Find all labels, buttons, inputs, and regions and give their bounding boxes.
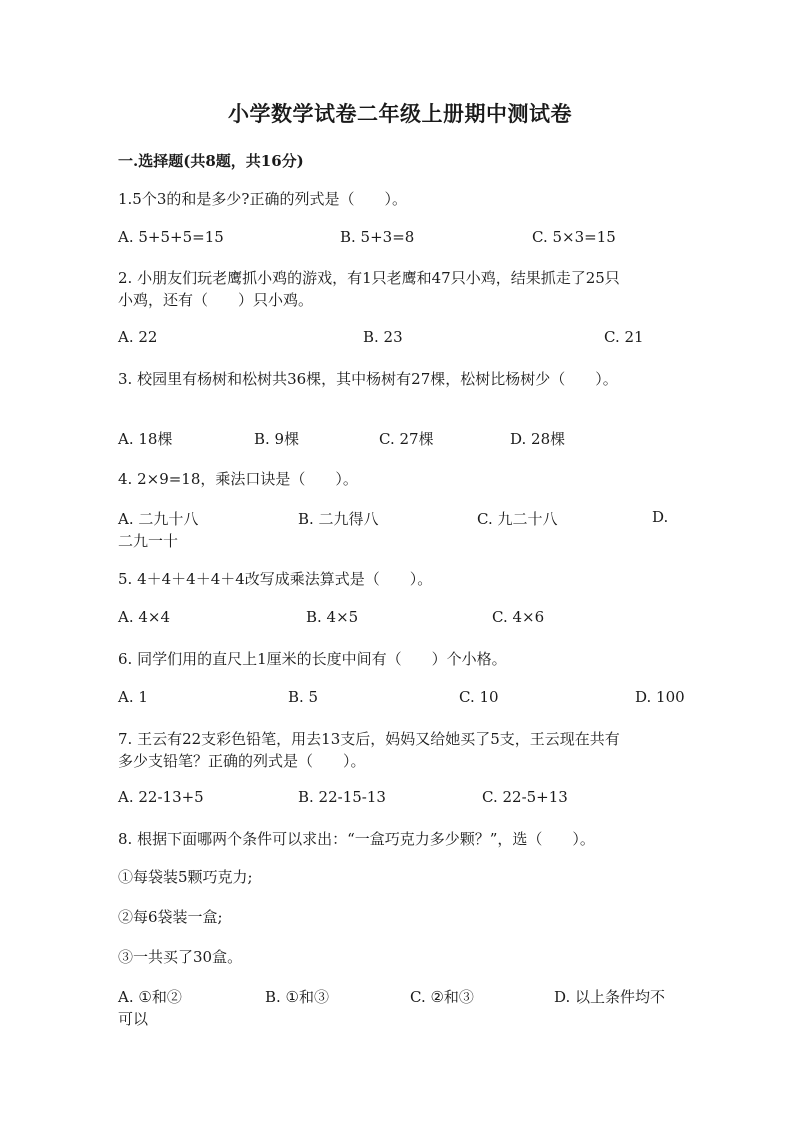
- question-8-condition-3: ③一共买了30盒。: [118, 948, 243, 966]
- question-3-stem: 3. 校园里有杨树和松树共36棵，其中杨树有27棵，松树比杨树少（ ）。: [118, 370, 618, 388]
- question-5-option-a[interactable]: A. 4×4: [118, 608, 171, 626]
- question-6-option-b[interactable]: B. 5: [288, 688, 319, 706]
- question-1-option-c[interactable]: C. 5×3=15: [532, 228, 616, 246]
- question-3-option-a[interactable]: A. 18棵: [118, 430, 173, 448]
- question-3-option-c[interactable]: C. 27棵: [379, 430, 434, 448]
- question-1-stem: 1.5个3的和是多少?正确的列式是（ ）。: [118, 190, 407, 208]
- question-8-option-d[interactable]: D. 以上条件均不: [554, 988, 666, 1006]
- page-title: 小学数学试卷二年级上册期中测试卷: [228, 101, 572, 126]
- question-2-option-b[interactable]: B. 23: [363, 328, 403, 346]
- question-4-option-a[interactable]: A. 二九十八: [118, 510, 199, 528]
- question-4-option-c[interactable]: C. 九二十八: [477, 510, 558, 528]
- question-1-option-b[interactable]: B. 5+3=8: [340, 228, 415, 246]
- question-8-option-a[interactable]: A. ①和②: [118, 988, 182, 1006]
- question-6-stem: 6. 同学们用的直尺上1厘米的长度中间有（ ）个小格。: [118, 650, 507, 668]
- section-heading: 一.选择题(共8题，共16分): [118, 152, 304, 170]
- question-8-stem: 8. 根据下面哪两个条件可以求出：“一盒巧克力多少颗？”，选（ ）。: [118, 830, 595, 848]
- question-5-stem: 5. 4＋4＋4＋4＋4改写成乘法算式是（ ）。: [118, 570, 433, 588]
- question-2-option-c[interactable]: C. 21: [604, 328, 644, 346]
- question-2-option-a[interactable]: A. 22: [118, 328, 158, 346]
- question-5-option-b[interactable]: B. 4×5: [306, 608, 359, 626]
- question-7-option-c[interactable]: C. 22-5+13: [482, 788, 568, 806]
- question-6-option-a[interactable]: A. 1: [118, 688, 148, 706]
- question-2-stem-line-1: 2. 小朋友们玩老鹰抓小鸡的游戏，有1只老鹰和47只小鸡，结果抓走了25只: [118, 269, 620, 287]
- question-4-option-d-text: 二九一十: [118, 532, 179, 550]
- question-8-condition-1: ①每袋装5颗巧克力;: [118, 868, 253, 886]
- question-8-condition-2: ②每6袋装一盒;: [118, 908, 223, 926]
- question-3-option-b[interactable]: B. 9棵: [254, 430, 300, 448]
- question-4-option-d[interactable]: D.: [652, 508, 669, 526]
- question-4-stem: 4. 2×9=18，乘法口诀是（ ）。: [118, 470, 358, 488]
- question-1-option-a[interactable]: A. 5+5+5=15: [118, 228, 224, 246]
- question-7-stem-line-1: 7. 王云有22支彩色铅笔，用去13支后，妈妈又给她买了5支，王云现在共有: [118, 730, 620, 748]
- question-3-option-d[interactable]: D. 28棵: [510, 430, 566, 448]
- question-7-stem-line-2: 多少支铅笔？正确的列式是（ ）。: [118, 752, 366, 770]
- question-8-option-c[interactable]: C. ②和③: [410, 988, 474, 1006]
- question-8-option-b[interactable]: B. ①和③: [265, 988, 330, 1006]
- question-8-option-d-text: 可以: [118, 1010, 149, 1028]
- question-6-option-d[interactable]: D. 100: [635, 688, 685, 706]
- question-5-option-c[interactable]: C. 4×6: [492, 608, 545, 626]
- question-7-option-a[interactable]: A. 22-13+5: [118, 788, 204, 806]
- question-6-option-c[interactable]: C. 10: [459, 688, 499, 706]
- question-4-option-b[interactable]: B. 二九得八: [298, 510, 379, 528]
- question-7-option-b[interactable]: B. 22-15-13: [298, 788, 386, 806]
- question-2-stem-line-2: 小鸡，还有（ ）只小鸡。: [118, 291, 314, 309]
